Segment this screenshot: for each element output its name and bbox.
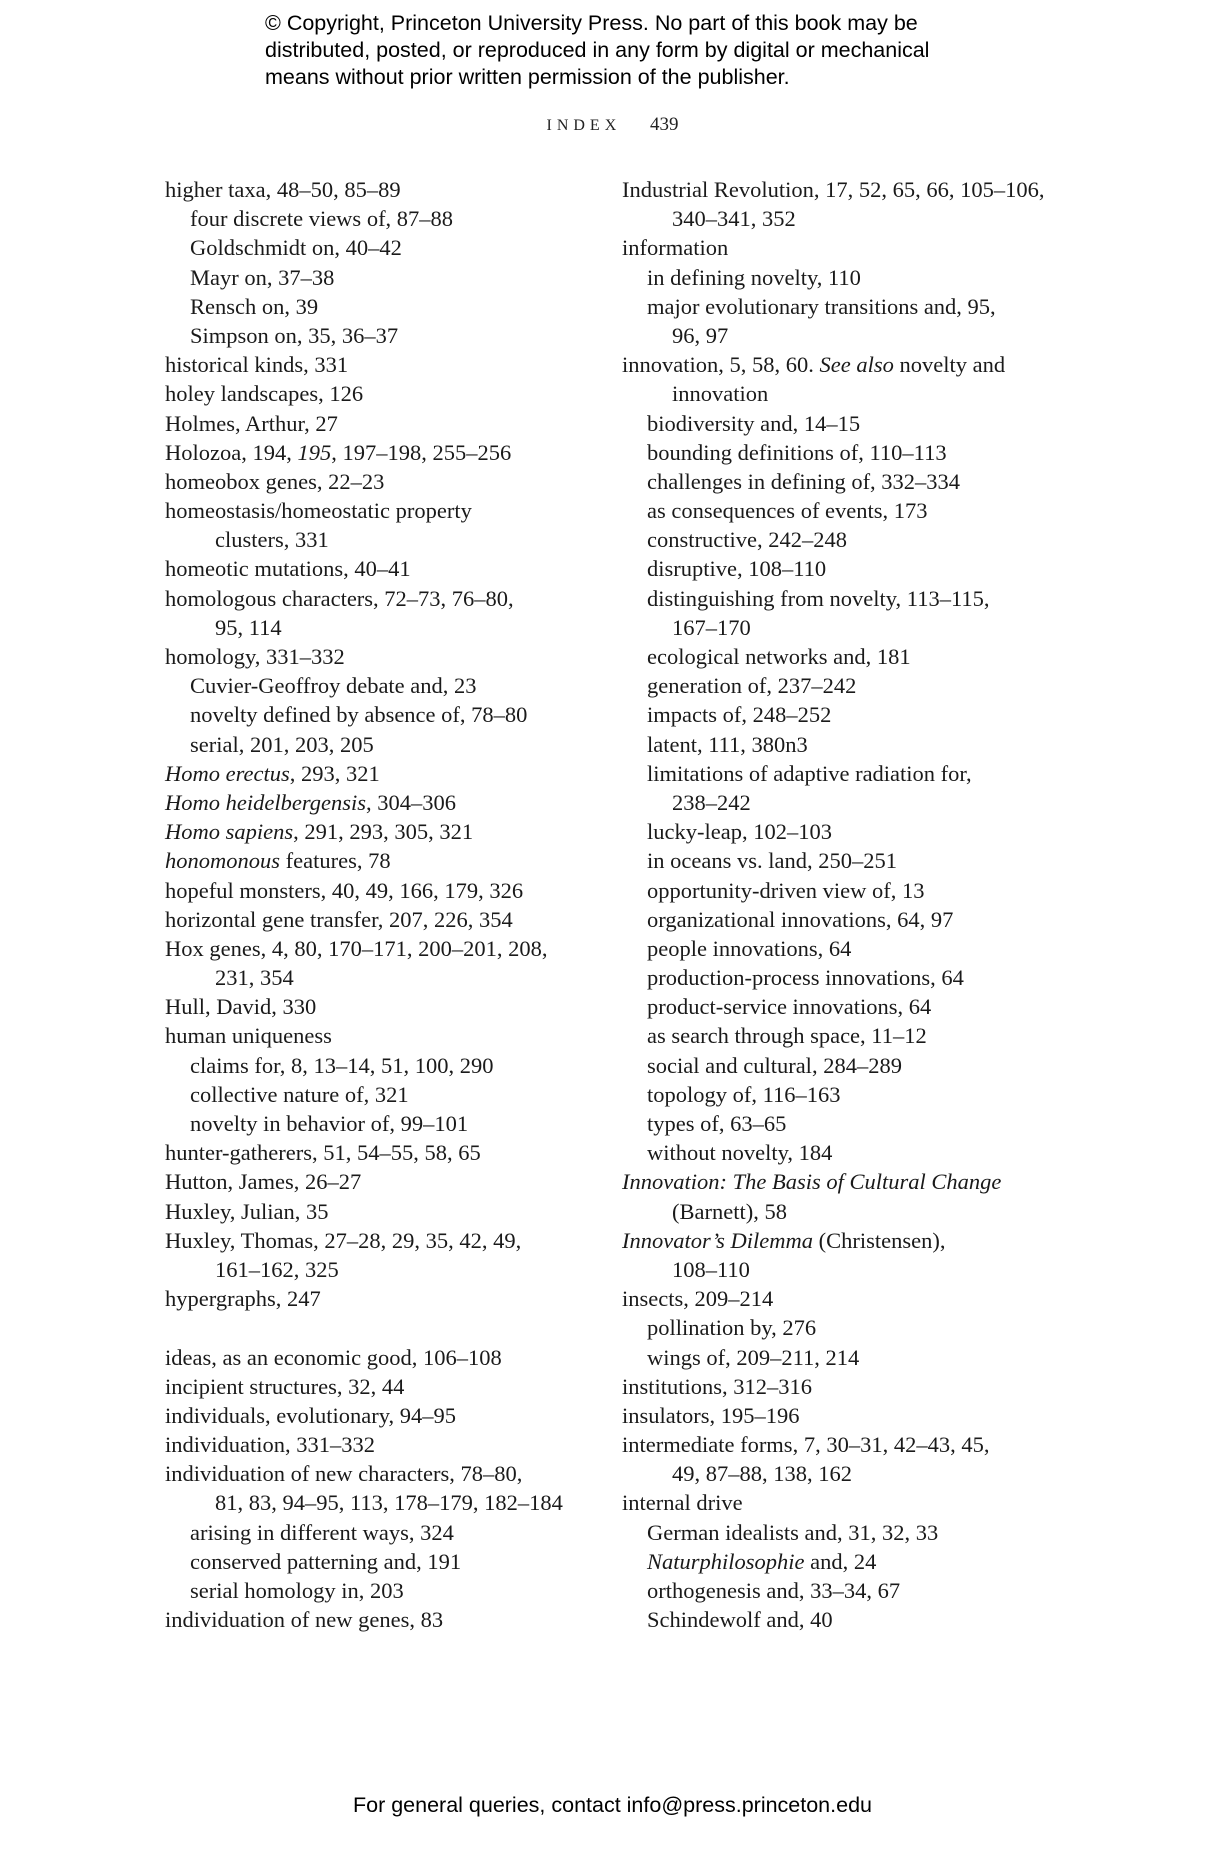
index-subentry (622, 759, 1062, 788)
index-text: historical kinds, 331 (165, 352, 349, 378)
index-text: Schindewolf and, 40 (647, 1607, 833, 1633)
index-subentry (622, 1547, 1062, 1576)
index-entry (622, 1430, 1062, 1459)
index-continuation (165, 963, 605, 992)
index-subentry (622, 876, 1062, 905)
index-text: as consequences of events, 173 (647, 498, 928, 524)
index-text: (Christensen), (813, 1227, 946, 1253)
index-subentry (622, 934, 1062, 963)
index-subentry (165, 204, 605, 233)
index-text-italic: See also (819, 352, 894, 378)
index-entry (622, 1284, 1062, 1313)
index-entry (622, 1167, 1062, 1196)
index-text: German idealists and, 31, 32, 33 (647, 1519, 939, 1545)
index-entry (165, 846, 605, 875)
index-subentry (622, 1313, 1062, 1342)
index-text: innovation (672, 381, 769, 407)
index-text: internal drive (622, 1490, 743, 1516)
index-text: wings of, 209–211, 214 (647, 1344, 860, 1370)
index-text: innovation, 5, 58, 60. (622, 352, 820, 378)
running-head (0, 114, 1225, 136)
index-text: major evolutionary transitions and, 95, (647, 293, 996, 319)
index-text-italic: honomonous (165, 848, 281, 874)
index-text: ecological networks and, 181 (647, 644, 911, 669)
index-text: Mayr on, 37–38 (190, 264, 335, 290)
index-text: arising in different ways, 324 (190, 1519, 454, 1545)
index-entry (165, 175, 605, 204)
index-text: Holozoa, 194, (165, 439, 298, 465)
index-text-italic: Innovation: The Basis of Cultural Change (622, 1169, 1002, 1195)
index-entry (622, 1401, 1062, 1430)
index-entry (165, 1226, 605, 1255)
index-text: four discrete views of, 87–88 (190, 206, 454, 232)
index-text: higher taxa, 48–50, 85–89 (165, 177, 401, 202)
index-text: homology, 331–332 (165, 644, 345, 669)
index-text: 96, 97 (672, 322, 729, 348)
index-continuation (622, 788, 1062, 817)
index-subentry (622, 584, 1062, 613)
index-subentry (622, 292, 1062, 321)
index-text: human uniqueness (165, 1023, 332, 1049)
index-entry (165, 496, 605, 525)
index-subentry (622, 817, 1062, 846)
index-entry (165, 1167, 605, 1196)
index-entry (165, 1430, 605, 1459)
index-entry (165, 817, 605, 846)
index-text-italic: Homo heidelbergensis (165, 789, 367, 815)
index-text: Cuvier-Geoffroy debate and, 23 (190, 673, 477, 699)
index-subentry (622, 263, 1062, 292)
index-subentry (622, 438, 1062, 467)
index-text: lucky-leap, 102–103 (647, 819, 832, 845)
index-entry (165, 467, 605, 496)
index-section-gap (165, 1313, 605, 1342)
index-text: homeostasis/homeostatic property (165, 498, 472, 524)
index-text: bounding definitions of, 110–113 (647, 439, 947, 465)
copyright-notice (265, 10, 1025, 91)
index-entry (165, 1021, 605, 1050)
index-subentry (165, 1080, 605, 1109)
index-entry (165, 1284, 605, 1313)
index-text: intermediate forms, 7, 30–31, 42–43, 45, (622, 1432, 990, 1458)
index-subentry (622, 1021, 1062, 1050)
index-entry (622, 350, 1062, 379)
index-continuation (622, 613, 1062, 642)
index-text: product-service innovations, 64 (647, 994, 932, 1020)
index-text: hunter-gatherers, 51, 54–55, 58, 65 (165, 1140, 481, 1166)
index-entry (165, 1372, 605, 1401)
index-text: novelty defined by absence of, 78–80 (190, 702, 528, 728)
index-text-italic: Homo erectus (165, 760, 290, 786)
index-continuation (622, 1197, 1062, 1226)
index-text-italic: Innovator’s Dilemma (622, 1227, 814, 1253)
index-text: insects, 209–214 (622, 1286, 774, 1312)
index-text: Rensch on, 39 (190, 293, 319, 319)
index-subentry (165, 233, 605, 262)
index-subentry (165, 1576, 605, 1605)
index-text: 108–110 (672, 1256, 750, 1282)
index-entry (165, 350, 605, 379)
footer-contact: For general queries, contact info@press.princeton.edu (352, 1793, 872, 1817)
index-subentry (622, 525, 1062, 554)
index-subentry (622, 846, 1062, 875)
index-entry (165, 584, 605, 613)
index-entry (165, 1343, 605, 1372)
index-continuation (622, 1255, 1062, 1284)
index-text: serial homology in, 203 (190, 1578, 404, 1603)
index-continuation (165, 613, 605, 642)
index-text: Goldschmidt on, 40–42 (190, 235, 402, 261)
index-column-right (622, 175, 1062, 1634)
index-subentry (622, 1051, 1062, 1080)
index-text: novelty in behavior of, 99–101 (190, 1111, 469, 1136)
index-subentry (165, 321, 605, 350)
index-entry (165, 1401, 605, 1430)
index-text: social and cultural, 284–289 (647, 1052, 902, 1078)
index-subentry (165, 263, 605, 292)
index-entry (165, 642, 605, 671)
index-subentry (622, 1343, 1062, 1372)
index-entry (165, 1138, 605, 1167)
index-text: claims for, 8, 13–14, 51, 100, 290 (190, 1052, 494, 1078)
index-subentry (165, 671, 605, 700)
index-continuation (165, 1488, 605, 1517)
index-subentry (622, 1138, 1062, 1167)
index-text: pollination by, 276 (647, 1315, 817, 1341)
index-subentry (622, 992, 1062, 1021)
index-subentry (622, 700, 1062, 729)
index-subentry (622, 1576, 1062, 1605)
index-entry (622, 1488, 1062, 1517)
index-text: conserved patterning and, 191 (190, 1548, 462, 1574)
index-entry (622, 175, 1062, 204)
index-text: 340–341, 352 (672, 206, 796, 232)
index-text: serial, 201, 203, 205 (190, 731, 374, 757)
index-subentry (165, 1547, 605, 1576)
index-text: novelty and (893, 352, 1006, 378)
index-entry (622, 1226, 1062, 1255)
index-text: Holmes, Arthur, 27 (165, 410, 338, 436)
index-text: impacts of, 248–252 (647, 702, 832, 728)
index-subentry (622, 409, 1062, 438)
index-subentry (622, 963, 1062, 992)
index-text: latent, 111, 380n3 (647, 731, 808, 757)
index-text: 95, 114 (215, 614, 282, 640)
index-text: biodiversity and, 14–15 (647, 410, 861, 436)
index-entry (165, 1605, 605, 1634)
index-text: limitations of adaptive radiation for, (647, 760, 972, 786)
index-continuation (622, 379, 1062, 408)
index-text: as search through space, 11–12 (647, 1023, 927, 1049)
index-text: Hox genes, 4, 80, 170–171, 200–201, 208, (165, 935, 548, 961)
index-subentry (165, 1518, 605, 1547)
index-text: Huxley, Julian, 35 (165, 1198, 329, 1224)
index-entry (622, 233, 1062, 262)
index-text: , 304–306 (366, 789, 457, 815)
copyright-line: means without prior written permission of the publisher. (265, 65, 790, 89)
index-continuation (622, 204, 1062, 233)
index-text: without novelty, 184 (647, 1140, 833, 1166)
index-entry (165, 438, 605, 467)
index-text: , 197–198, 255–256 (331, 439, 512, 465)
index-text: hypergraphs, 247 (165, 1286, 321, 1312)
index-entry (622, 1372, 1062, 1401)
index-entry (165, 409, 605, 438)
index-text: and, 24 (804, 1548, 877, 1574)
index-entry (165, 905, 605, 934)
index-subentry (622, 1080, 1062, 1109)
index-text: information (622, 235, 729, 261)
index-text: individuals, evolutionary, 94–95 (165, 1402, 457, 1428)
index-text: 167–170 (672, 614, 751, 640)
index-text: Huxley, Thomas, 27–28, 29, 35, 42, 49, (165, 1227, 522, 1253)
index-text: topology of, 116–163 (647, 1081, 841, 1107)
index-continuation (165, 1255, 605, 1284)
index-text: generation of, 237–242 (647, 673, 857, 699)
index-text: 238–242 (672, 789, 751, 815)
index-text: , 293, 321 (289, 760, 380, 786)
copyright-line: © Copyright, Princeton University Press. No part of this book may be (265, 11, 918, 35)
index-text: distinguishing from novelty, 113–115, (647, 585, 990, 611)
index-text-italic: Homo sapiens (165, 819, 294, 845)
index-text: individuation of new characters, 78–80, (165, 1461, 523, 1487)
index-subentry (622, 1109, 1062, 1138)
index-entry (165, 992, 605, 1021)
index-text: people innovations, 64 (647, 935, 852, 961)
index-text: constructive, 242–248 (647, 527, 847, 553)
index-entry (165, 1459, 605, 1488)
index-text: in defining novelty, 110 (647, 264, 861, 290)
index-text: incipient structures, 32, 44 (165, 1373, 405, 1399)
index-text: Hull, David, 330 (165, 994, 317, 1020)
index-subentry (622, 467, 1062, 496)
index-text-italic: Naturphilosophie (647, 1548, 805, 1574)
index-subentry (165, 730, 605, 759)
index-text: challenges in defining of, 332–334 (647, 468, 961, 494)
index-text: holey landscapes, 126 (165, 381, 364, 407)
index-text: homologous characters, 72–73, 76–80, (165, 585, 514, 611)
index-text: hopeful monsters, 40, 49, 166, 179, 326 (165, 877, 524, 903)
index-text: (Barnett), 58 (672, 1198, 787, 1224)
index-text: ideas, as an economic good, 106–108 (165, 1344, 502, 1370)
copyright-line: distributed, posted, or reproduced in any form by digital or mechanical (265, 38, 930, 62)
index-text: individuation of new genes, 83 (165, 1607, 444, 1633)
index-column-left (165, 175, 605, 1634)
index-subentry (622, 1518, 1062, 1547)
index-text: 161–162, 325 (215, 1256, 339, 1282)
index-text: clusters, 331 (215, 527, 329, 553)
index-subentry (165, 1109, 605, 1138)
index-text: types of, 63–65 (647, 1111, 787, 1136)
index-continuation (165, 525, 605, 554)
index-text: disruptive, 108–110 (647, 556, 827, 582)
index-text: Simpson on, 35, 36–37 (190, 322, 399, 348)
index-text: opportunity-driven view of, 13 (647, 877, 925, 903)
index-text: homeotic mutations, 40–41 (165, 556, 411, 582)
index-text: orthogenesis and, 33–34, 67 (647, 1578, 901, 1603)
index-text: collective nature of, 321 (190, 1081, 409, 1107)
index-subentry (165, 1051, 605, 1080)
page-number: 439 (650, 114, 679, 135)
index-text: 81, 83, 94–95, 113, 178–179, 182–184 (215, 1490, 563, 1516)
index-subentry (622, 671, 1062, 700)
index-text: production-process innovations, 64 (647, 965, 964, 991)
index-continuation (622, 321, 1062, 350)
index-entry (165, 876, 605, 905)
index-subentry (622, 496, 1062, 525)
index-text: horizontal gene transfer, 207, 226, 354 (165, 906, 513, 932)
index-subentry (622, 905, 1062, 934)
index-entry (165, 1197, 605, 1226)
index-entry (165, 934, 605, 963)
index-subentry (165, 292, 605, 321)
index-entry (165, 759, 605, 788)
index-text: organizational innovations, 64, 97 (647, 906, 954, 932)
index-text: features, 78 (280, 848, 391, 874)
index-text-italic: 195 (297, 439, 332, 465)
index-text: Hutton, James, 26–27 (165, 1169, 362, 1195)
index-subentry (622, 554, 1062, 583)
index-text: 231, 354 (215, 965, 294, 991)
index-text: in oceans vs. land, 250–251 (647, 848, 897, 874)
index-continuation (622, 1459, 1062, 1488)
index-text: homeobox genes, 22–23 (165, 468, 385, 494)
index-entry (165, 554, 605, 583)
index-text: 49, 87–88, 138, 162 (672, 1461, 852, 1487)
index-subentry (622, 730, 1062, 759)
index-text: , 291, 293, 305, 321 (293, 819, 474, 845)
index-text: individuation, 331–332 (165, 1432, 375, 1458)
index-subentry (622, 1605, 1062, 1634)
index-subentry (165, 700, 605, 729)
index-entry (165, 788, 605, 817)
index-entry (165, 379, 605, 408)
running-head-label: INDEX (546, 117, 622, 134)
index-text: insulators, 195–196 (622, 1402, 800, 1428)
index-text: institutions, 312–316 (622, 1373, 813, 1399)
index-text: Industrial Revolution, 17, 52, 65, 66, 105–106, (622, 177, 1045, 202)
index-subentry (622, 642, 1062, 671)
